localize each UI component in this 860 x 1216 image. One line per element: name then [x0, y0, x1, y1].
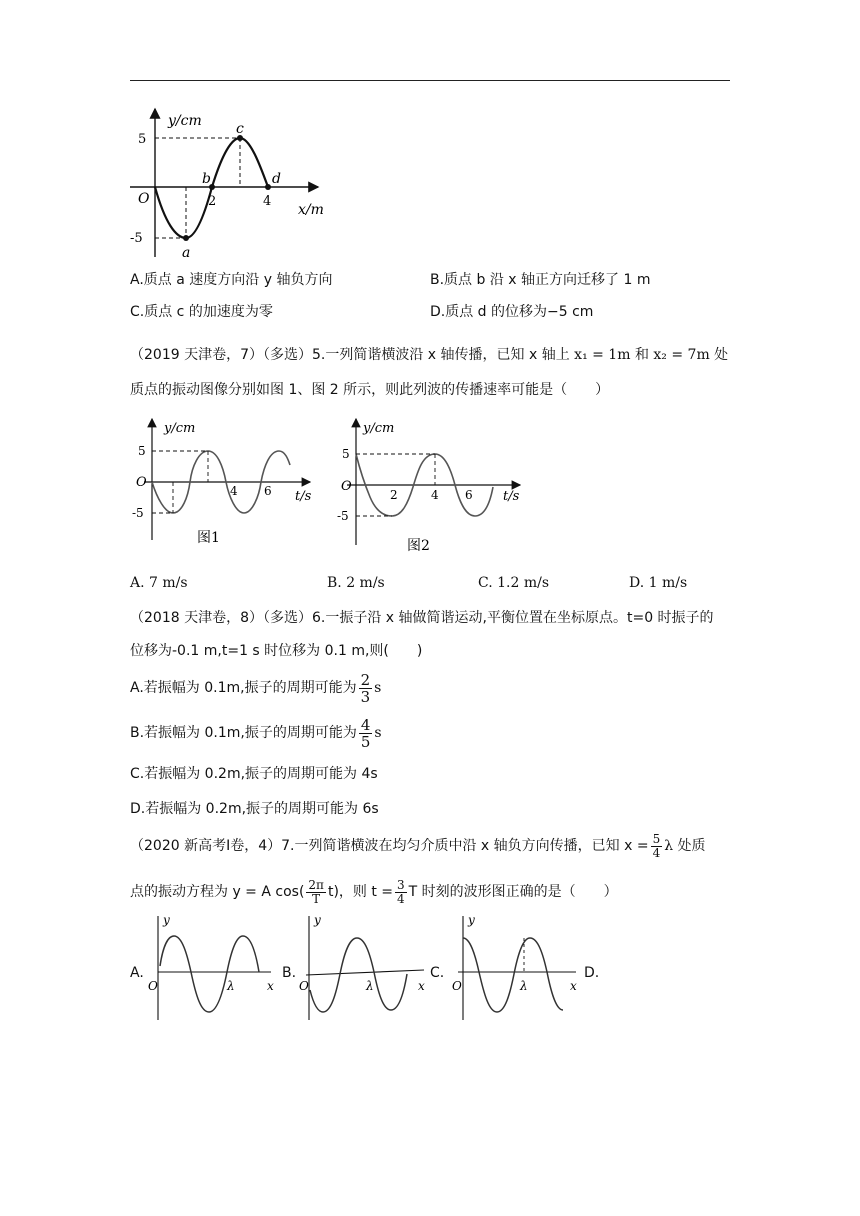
- origin-label: O: [138, 191, 150, 207]
- q6-stem-line1: （2018 天津卷，8）（多选）6.一振子沿 x 轴做简谐运动,平衡位置在坐标原点。t=0 时振子的: [130, 610, 714, 626]
- wave-figure-q4: [128, 105, 338, 265]
- x-tick-2: 2: [208, 194, 217, 209]
- q7-label-b: B.: [282, 965, 297, 981]
- g2-y-label: y/cm: [363, 421, 395, 436]
- q7-label-d: D.: [584, 965, 600, 981]
- q7a-lambda: λ: [227, 979, 235, 993]
- q7a-x: x: [267, 979, 274, 993]
- q5-stem-line1: （2019 天津卷，7）（多选）5.一列简谐横波沿 x 轴传播，已知 x 轴上 x₁ = 1m 和 x₂ = 7m 处: [130, 347, 729, 363]
- q4-option-b: B.质点 b 沿 x 轴正方向迁移了 1 m: [430, 272, 651, 288]
- q7-label-c: C.: [430, 965, 445, 981]
- q7c-y: y: [468, 913, 475, 927]
- g2-tick-2: 2: [390, 488, 398, 502]
- g2-tick-4: 4: [431, 488, 439, 502]
- g1-y-tick-5: 5: [138, 444, 146, 458]
- g2-t-label: t/s: [503, 489, 520, 504]
- q5-option-a: A. 7 m/s: [130, 575, 188, 591]
- q7b-lambda: λ: [366, 979, 374, 993]
- g2-y-tick-5: 5: [342, 447, 350, 461]
- g2-caption: 图2: [407, 538, 430, 554]
- x-tick-4: 4: [263, 194, 272, 209]
- g1-tick-6: 6: [264, 484, 272, 498]
- q4-option-c: C.质点 c 的加速度为零: [130, 304, 273, 320]
- q7-graph-c: [448, 912, 583, 1024]
- g1-tick-4: 4: [230, 484, 238, 498]
- q5-option-c: C. 1.2 m/s: [478, 575, 550, 591]
- q6-option-a: A.若振幅为 0.1m,振子的周期可能为 $\frac{2}{3}$ s: [130, 670, 382, 706]
- q7a-y: y: [163, 913, 170, 927]
- g2-origin: O: [341, 479, 352, 494]
- q7-stem-line2: 点的振动方程为 y = A cos( $\frac{2\pi}{T}$ t)，则 t = $\frac{3}{4}$ T 时刻的波形图正确的是（ ）: [130, 877, 618, 906]
- q7c-x: x: [570, 979, 577, 993]
- q6-option-b: B.若振幅为 0.1m,振子的周期可能为 $\frac{4}{5}$ s: [130, 715, 382, 751]
- q6-stem-line2: 位移为-0.1 m,t=1 s 时位移为 0.1 m,则( ): [130, 643, 423, 659]
- q7c-origin: O: [452, 979, 462, 993]
- q7a-origin: O: [148, 979, 158, 993]
- label-c: c: [236, 121, 244, 137]
- q4-option-a: A.质点 a 速度方向沿 y 轴负方向: [130, 272, 333, 288]
- g1-y-label: y/cm: [164, 421, 196, 436]
- q7b-x: x: [418, 979, 425, 993]
- q5-option-d: D. 1 m/s: [629, 575, 688, 591]
- vibration-graph-2: [335, 415, 535, 560]
- q7b-origin: O: [299, 979, 309, 993]
- x-axis-label: x/m: [298, 202, 324, 218]
- q7-label-a: A.: [130, 965, 144, 981]
- label-a: a: [182, 245, 191, 261]
- g1-caption: 图1: [197, 530, 220, 546]
- label-b: b: [202, 171, 211, 187]
- vibration-graph-1: [130, 415, 320, 550]
- point-d: [265, 184, 271, 190]
- q7-graph-b: [296, 912, 431, 1024]
- q4-option-d: D.质点 d 的位移为−5 cm: [430, 304, 594, 320]
- q7-stem-line1: （2020 新高考Ⅰ卷，4）7.一列简谐横波在均匀介质中沿 x 轴负方向传播，已知 x = $\frac{5}{4}$ λ 处质: [130, 831, 706, 860]
- point-a: [183, 235, 189, 241]
- y-tick-5: 5: [138, 132, 147, 147]
- header-rule: [130, 80, 730, 81]
- y-axis-label: y/cm: [168, 113, 202, 129]
- label-d: d: [272, 171, 281, 187]
- g1-t-label: t/s: [295, 489, 312, 504]
- q7c-lambda: λ: [520, 979, 528, 993]
- y-tick-neg5: -5: [130, 231, 143, 246]
- g1-origin: O: [136, 475, 147, 490]
- q6-option-c: C.若振幅为 0.2m,振子的周期可能为 4s: [130, 766, 378, 782]
- g2-tick-6: 6: [465, 488, 473, 502]
- q6-option-d: D.若振幅为 0.2m,振子的周期可能为 6s: [130, 801, 379, 817]
- q7-graph-a: [143, 912, 278, 1024]
- g1-y-tick-neg5: -5: [132, 506, 144, 520]
- q5-option-b: B. 2 m/s: [327, 575, 385, 591]
- g2-y-tick-neg5: -5: [337, 509, 349, 523]
- q5-stem-line2: 质点的振动图像分别如图 1、图 2 所示，则此列波的传播速率可能是（ ）: [130, 382, 610, 398]
- q7b-y: y: [314, 913, 321, 927]
